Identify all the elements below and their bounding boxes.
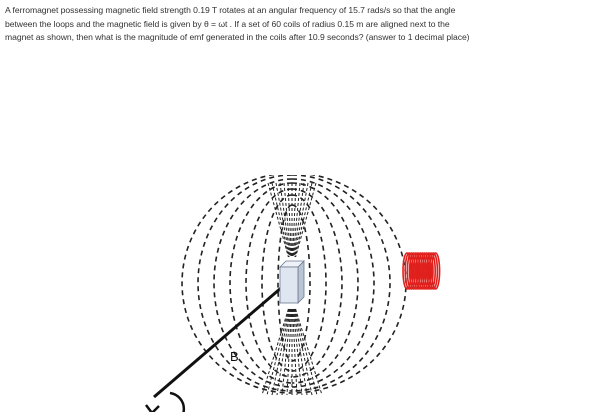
field-line-north	[293, 183, 296, 257]
magnet-coil-figure	[140, 175, 485, 412]
coil-stack	[403, 253, 440, 289]
field-line-north	[288, 183, 291, 257]
rotation-arrow-head-icon	[146, 405, 159, 412]
field-line-south	[267, 309, 289, 395]
field-line-north	[295, 183, 312, 257]
field-line-south	[294, 309, 312, 395]
figure-svg	[140, 175, 485, 412]
field-line-south	[282, 309, 291, 395]
field-label-b: B	[230, 349, 239, 364]
question-line-2: between the loops and the magnetic field is given by θ = ωt . If a set of 60 coils of radius 0.15 m are aligned next to the	[5, 18, 450, 29]
question-line-1: A ferromagnet possessing magnetic field strength 0.19 T rotates at an angular frequency of 15.7 rads/s so that the angle	[5, 5, 456, 15]
question-text	[5, 4, 593, 45]
field-line-north	[272, 183, 289, 257]
field-line-south	[262, 309, 288, 395]
question-line-3: magnet as shown, then what is the magnitude of emf generated in the coils after 10.9 seconds? (answer to 1 decimal place)	[5, 32, 470, 43]
bar-magnet	[280, 261, 304, 303]
